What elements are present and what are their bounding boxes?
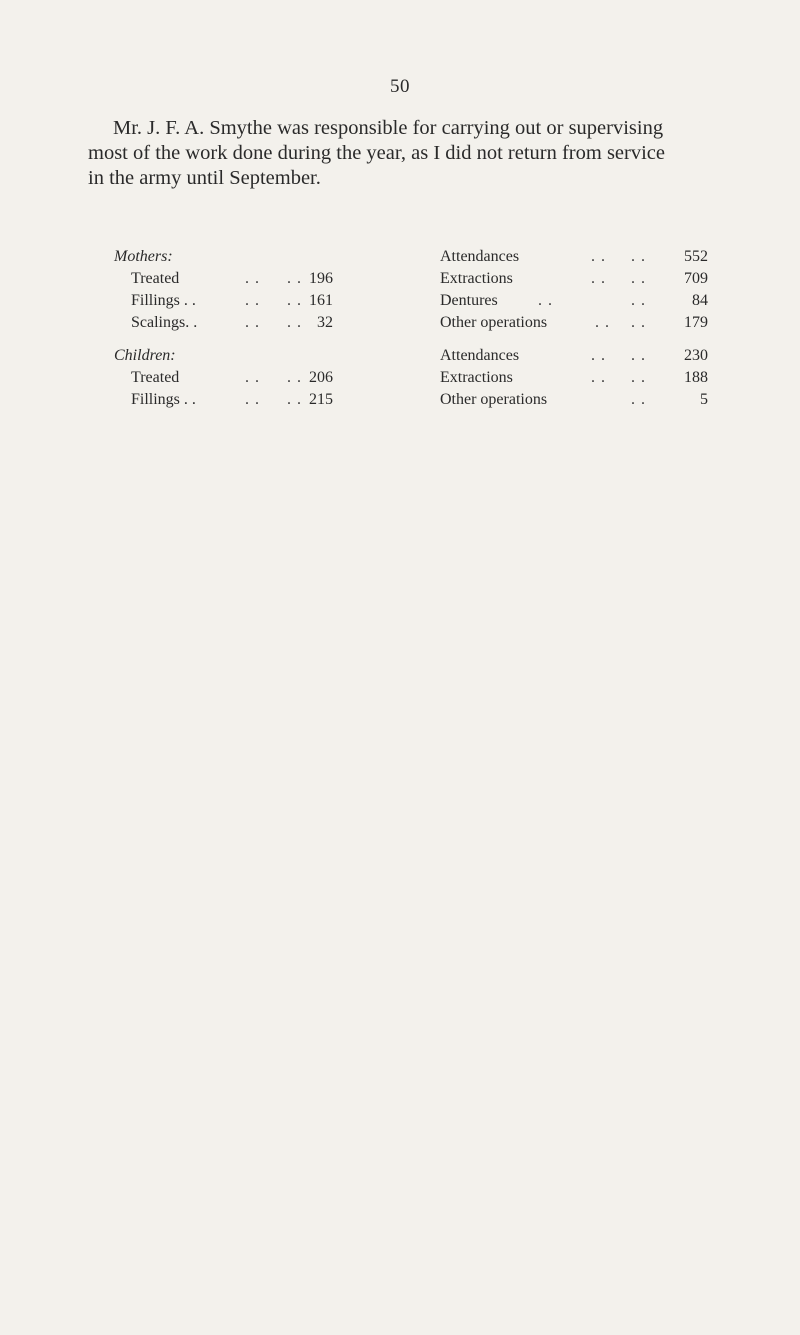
right-label: Other operations [440, 314, 548, 331]
leader-dots: . . [631, 314, 646, 331]
leader-dots: . . [591, 248, 606, 265]
leader-dots: . . [591, 270, 606, 287]
leader-dots: . . [245, 391, 260, 408]
right-value: 188 [684, 369, 708, 386]
left-label: Fillings . . [131, 292, 196, 309]
leader-dots: . . [591, 369, 606, 386]
children-row-3 [0, 389, 800, 411]
left-value: 161 [309, 292, 333, 309]
left-value: 196 [309, 270, 333, 287]
page-number: 50 [390, 76, 410, 97]
left-label: Treated [131, 369, 180, 386]
left-label: Treated [131, 270, 180, 287]
left-value: 32 [317, 314, 333, 331]
right-value: 5 [700, 391, 708, 408]
leader-dots: . . [591, 347, 606, 364]
mothers-heading: Mothers: [114, 248, 173, 265]
children-row-2 [0, 367, 800, 389]
leader-dots: . . [287, 270, 302, 287]
left-value: 215 [309, 391, 333, 408]
children-row-1 [0, 345, 800, 367]
leader-dots: . . [631, 347, 646, 364]
intro-paragraph [88, 116, 778, 191]
left-label: Scalings. . [131, 314, 198, 331]
right-label: Attendances [440, 347, 520, 364]
right-label: Extractions [440, 369, 513, 386]
left-value: 206 [309, 369, 333, 386]
leader-dots: . . [631, 270, 646, 287]
intro-line: in the army until September. [88, 167, 321, 189]
leader-dots: . . [631, 292, 646, 309]
leader-dots: . . [631, 248, 646, 265]
leader-dots: . . [245, 270, 260, 287]
children-heading: Children: [114, 347, 176, 364]
right-value: 179 [684, 314, 708, 331]
leader-dots: . . [287, 314, 302, 331]
leader-dots: . . [595, 314, 610, 331]
intro-line: most of the work done during the year, as I did not return from service [88, 142, 666, 164]
intro-line: Mr. J. F. A. Smythe was responsible for carrying out or supervising [113, 117, 664, 139]
leader-dots: . . [245, 369, 260, 386]
mothers-row-3 [0, 290, 800, 312]
leader-dots: . . [538, 292, 553, 309]
leader-dots: . . [287, 369, 302, 386]
right-value: 230 [684, 347, 708, 364]
mothers-row-1 [0, 246, 800, 268]
left-label: Fillings . . [131, 391, 196, 408]
leader-dots: . . [631, 391, 646, 408]
right-value: 709 [684, 270, 708, 287]
right-value: 552 [684, 248, 708, 265]
leader-dots: . . [631, 369, 646, 386]
mothers-row-2 [0, 268, 800, 290]
right-value: 84 [692, 292, 708, 309]
leader-dots: . . [287, 391, 302, 408]
right-label: Dentures [440, 292, 498, 309]
right-label: Extractions [440, 270, 513, 287]
right-label: Attendances [440, 248, 520, 265]
mothers-row-4 [0, 312, 800, 334]
right-label: Other operations [440, 391, 548, 408]
leader-dots: . . [287, 292, 302, 309]
leader-dots: . . [245, 314, 260, 331]
leader-dots: . . [245, 292, 260, 309]
